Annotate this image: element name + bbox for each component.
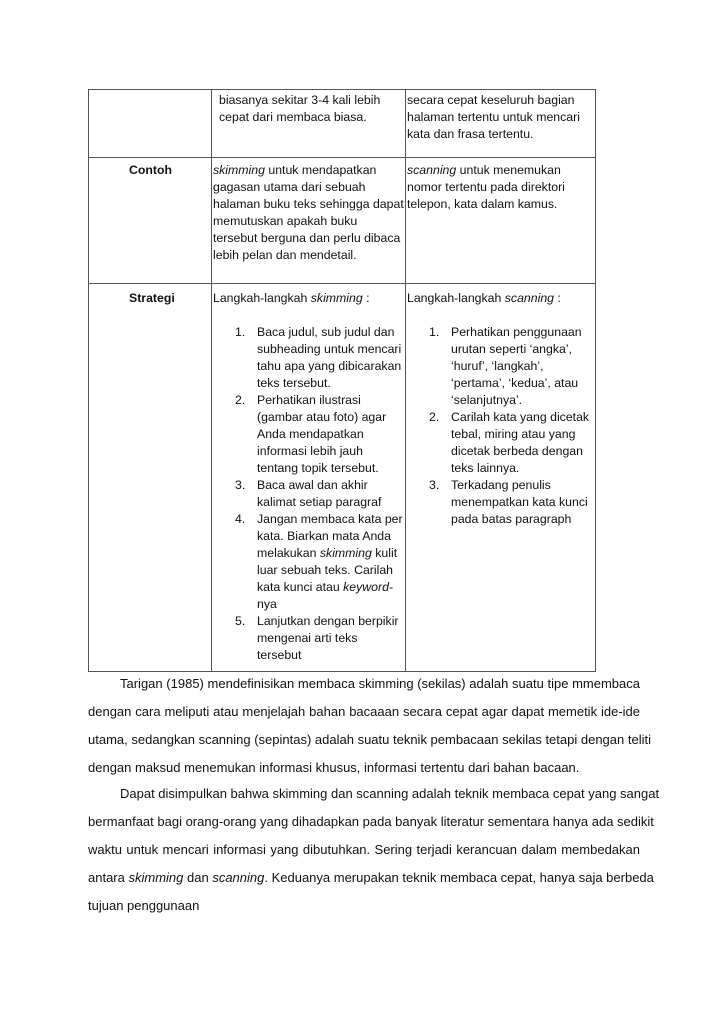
cell-line: cepat dari membaca biasa.	[219, 110, 367, 124]
scanning-steps-heading	[407, 290, 593, 307]
term-skimming: skimming	[128, 870, 184, 885]
term-scanning: scanning	[212, 870, 265, 885]
comparison-table	[88, 89, 596, 672]
list-line: pada batas paragraph	[451, 512, 572, 526]
term-skimming: skimming	[310, 291, 363, 305]
list-line: tentang topik tersebut.	[257, 461, 379, 475]
cell-line	[407, 162, 565, 179]
list-number: 2.	[429, 410, 440, 424]
paragraph-line: bermanfaat bagi orang-orang yang dihadapkan pada banyak literatur sementara hanya ada sedikit	[88, 814, 654, 829]
list-text: melakukan	[257, 546, 320, 560]
skimming-steps-list	[235, 324, 403, 664]
paragraph-line: dengan maksud menemukan informasi khusus, informasi tertentu dari bahan bacaan.	[88, 760, 580, 775]
list-number: 1.	[235, 325, 246, 339]
scanning-steps-list	[429, 324, 593, 528]
cell-line: halaman tertentu untuk mencari	[407, 110, 580, 124]
list-number: 3.	[235, 478, 246, 492]
list-line: ‘huruf’, ‘langkah’,	[451, 359, 544, 373]
table-row-divider	[89, 283, 595, 284]
paragraph-line: waktu untuk mencari informasi yang dibutuhkan. Sering terjadi kerancuan dalam membedakan	[88, 842, 640, 857]
list-number: 2.	[235, 393, 246, 407]
cell-line: biasanya sekitar 3-4 kali lebih	[219, 93, 381, 107]
list-number: 1.	[429, 325, 440, 339]
list-line: Perhatikan penggunaan	[451, 325, 582, 339]
list-line: tersebut	[257, 648, 302, 662]
row-label-contoh: Contoh	[129, 163, 173, 177]
list-line: Perhatikan ilustrasi	[257, 393, 361, 407]
heading-text: Langkah-langkah	[407, 291, 505, 305]
paragraph-line	[88, 864, 654, 892]
term-keyword: keyword-	[343, 580, 394, 594]
term-scanning: scanning	[504, 291, 555, 305]
list-item	[429, 477, 593, 528]
row-label-strategi: Strategi	[129, 291, 175, 305]
list-line: Lanjutkan dengan berpikir	[257, 614, 399, 628]
list-line: Jangan membaca kata per	[257, 512, 403, 526]
cell-line: telepon, kata dalam kamus.	[407, 197, 558, 211]
paragraph-line: Dapat disimpulkan bahwa skimming dan scanning adalah teknik membaca cepat yang sangat	[120, 786, 660, 801]
list-item	[235, 511, 403, 613]
list-item	[235, 477, 403, 511]
cell-line: nomor tertentu pada direktori	[407, 180, 565, 194]
list-number: 5.	[235, 614, 246, 628]
paragraph-line: tujuan penggunaan	[88, 898, 200, 913]
list-item	[235, 392, 403, 477]
term-scanning: scanning	[407, 163, 457, 177]
paragraph-text: antara	[88, 870, 129, 885]
paragraph-text: . Keduanya merupakan teknik membaca cepat, hanya saja berbeda	[264, 870, 654, 885]
list-line: Baca judul, sub judul dan	[257, 325, 395, 339]
list-line: subheading untuk mencari	[257, 342, 402, 356]
table-column-divider	[211, 90, 212, 671]
paragraph-tarigan	[88, 670, 651, 782]
paragraph-line: Tarigan (1985) mendefinisikan membaca skimming (sekilas) adalah suatu tipe mmembaca	[120, 676, 640, 691]
list-line: ‘selanjutnya’.	[451, 393, 523, 407]
list-line	[257, 579, 403, 596]
list-line: teks lainnya.	[451, 461, 520, 475]
table-row-divider	[89, 157, 595, 158]
list-line: tahu apa yang dibicarakan	[257, 359, 402, 373]
row1-skimming-cell	[219, 92, 380, 126]
list-line: (gambar atau foto) agar	[257, 410, 387, 424]
list-line: Anda mendapatkan	[257, 427, 364, 441]
list-line: menempatkan kata kunci	[451, 495, 588, 509]
paragraph-conclusion	[88, 780, 660, 920]
list-line	[257, 545, 403, 562]
list-number: 3.	[429, 478, 440, 492]
list-text: kulit	[371, 546, 398, 560]
row2-skimming-cell	[213, 162, 404, 264]
row2-scanning-cell	[407, 162, 565, 213]
heading-text: :	[554, 291, 561, 305]
list-line: kalimat setiap paragraf	[257, 495, 382, 509]
list-line: kata. Biarkan mata Anda	[257, 529, 391, 543]
list-line: teks tersebut.	[257, 376, 331, 390]
list-line: dicetak berbeda dengan	[451, 444, 583, 458]
list-line: urutan seperti ‘angka’,	[451, 342, 572, 356]
table-column-divider	[405, 90, 406, 671]
heading-text: :	[362, 291, 370, 305]
row3-scanning-cell	[407, 290, 593, 528]
cell-line	[213, 162, 404, 179]
cell-line: gagasan utama dari sebuah	[213, 180, 366, 194]
skimming-steps-heading	[213, 290, 403, 307]
term-skimming: skimming	[319, 546, 372, 560]
list-line: Terkadang penulis	[451, 478, 551, 492]
cell-line: secara cepat keseluruh bagian	[407, 93, 575, 107]
list-line: tebal, miring atau yang	[451, 427, 576, 441]
cell-line: lebih pelan dan mendetail.	[213, 248, 357, 262]
list-item	[235, 613, 403, 664]
cell-text: untuk mendapatkan	[264, 163, 377, 177]
heading-text: Langkah-langkah	[213, 291, 311, 305]
paragraph-text: dan	[183, 870, 213, 885]
cell-line: halaman buku teks sehingga dapat	[213, 197, 404, 211]
list-line: Carilah kata yang dicetak	[451, 410, 590, 424]
list-number: 4.	[235, 512, 246, 526]
list-item	[429, 409, 593, 477]
paragraph-line: dengan cara meliputi atau menjelajah bahan bacaaan secara cepat agar dapat memetik ide-ide	[88, 704, 640, 719]
list-line: mengenai arti teks	[257, 631, 358, 645]
list-text: kata kunci atau	[257, 580, 344, 594]
list-line: Baca awal dan akhir	[257, 478, 368, 492]
list-item	[429, 324, 593, 409]
list-line: luar sebuah teks. Carilah	[257, 563, 394, 577]
list-item	[235, 324, 403, 392]
list-line: informasi lebih jauh	[257, 444, 363, 458]
term-skimming: skimming	[213, 163, 265, 177]
row1-scanning-cell	[407, 92, 580, 143]
list-line: ‘pertama’, ‘kedua’, atau	[451, 376, 579, 390]
row3-skimming-cell	[213, 290, 403, 664]
cell-line: tersebut berguna dan perlu dibaca	[213, 231, 401, 245]
list-line: nya	[257, 597, 277, 611]
cell-line: kata dan frasa tertentu.	[407, 127, 534, 141]
cell-text: untuk menemukan	[456, 163, 561, 177]
paragraph-line: utama, sedangkan scanning (sepintas) adalah suatu teknik pembacaan sekilas tetapi dengan teliti	[88, 732, 651, 747]
cell-line: memutuskan apakah buku	[213, 214, 358, 228]
